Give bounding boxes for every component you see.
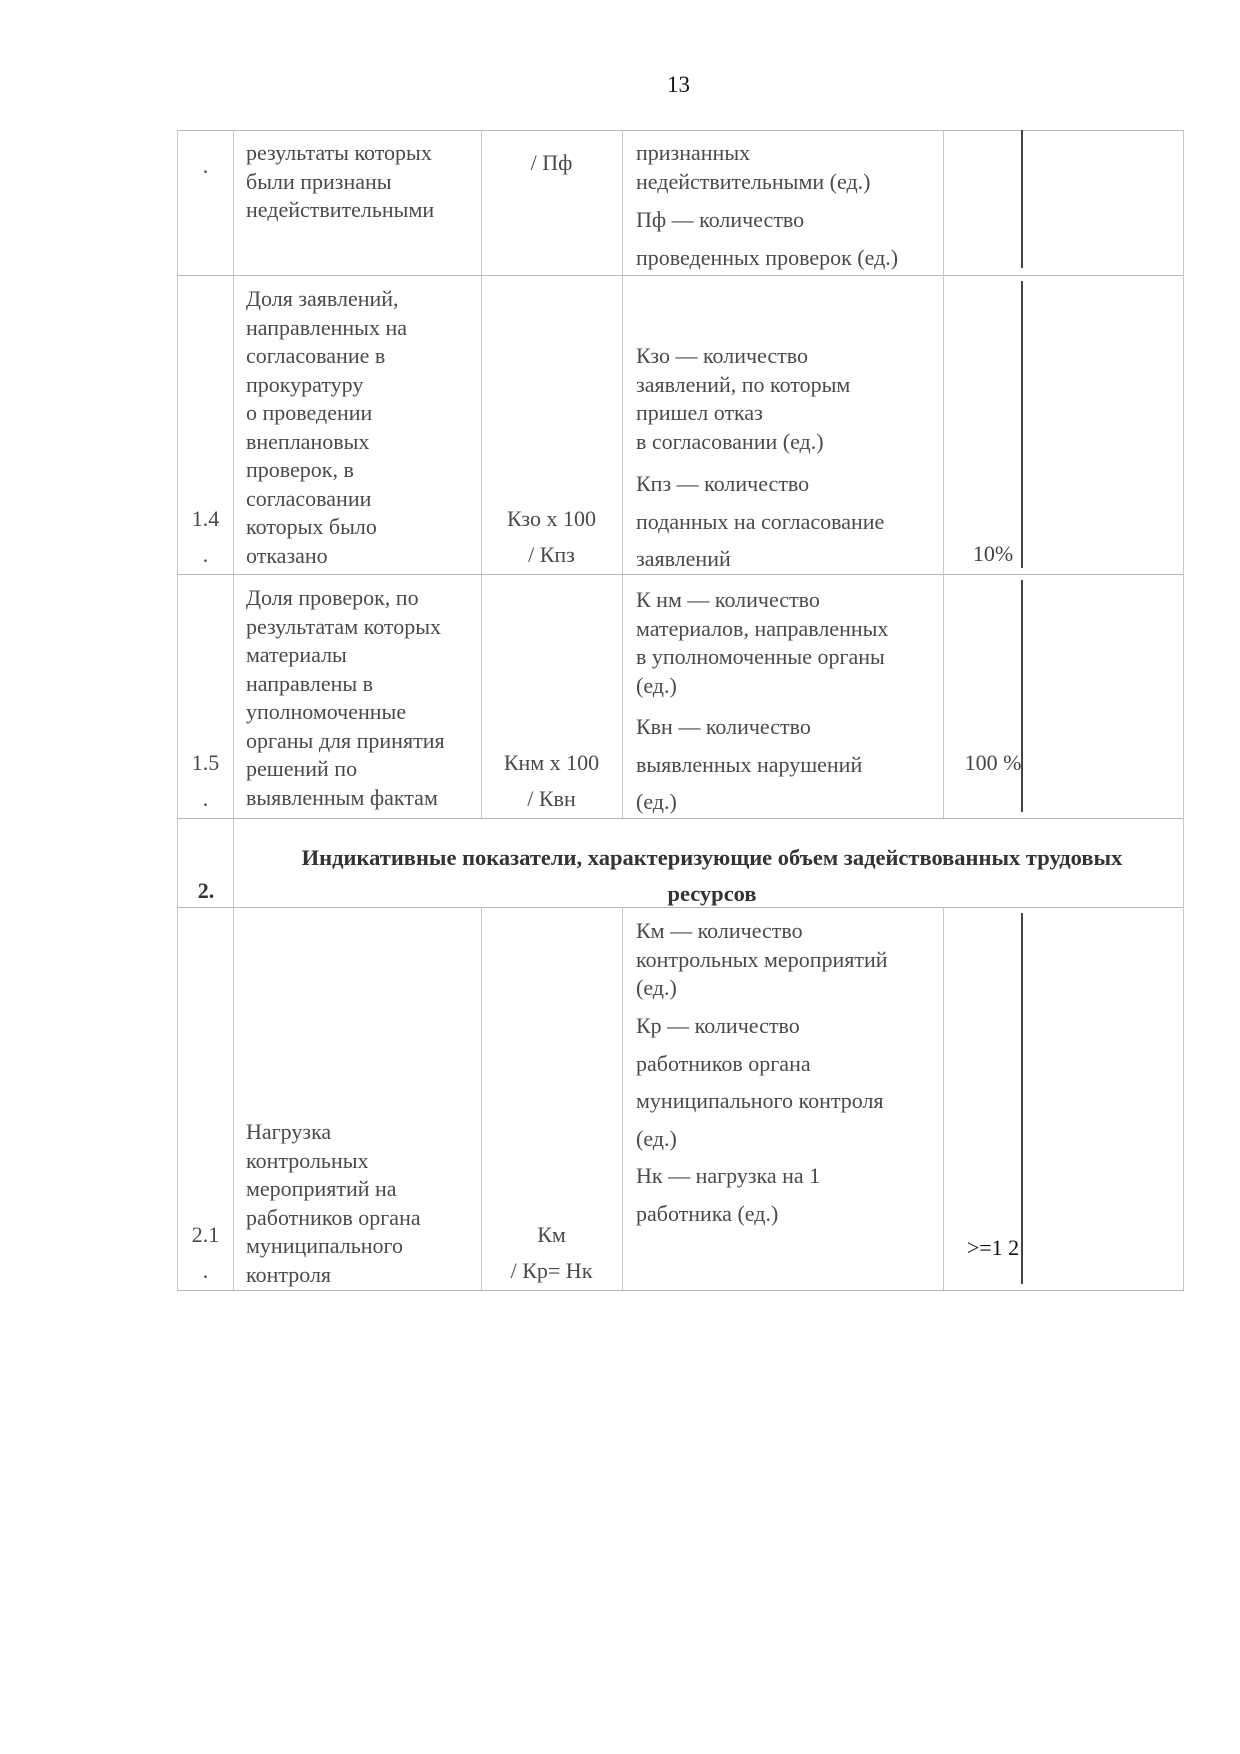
target-value: 100 % <box>964 750 1022 775</box>
formula-description: К нм — количество материалов, направленных в уполномоченные органы (ед.) <box>636 587 889 698</box>
target-value: >=1 2 <box>966 1235 1020 1260</box>
indicator-formula: Км / Кр= Нк <box>510 1222 593 1283</box>
column-divider <box>177 130 178 818</box>
column-divider <box>1183 130 1184 1290</box>
formula-description: Кзо — количество заявлений, по которым пришел отказ в согласовании (ед.) <box>636 343 851 454</box>
section-number: 2. <box>197 878 215 903</box>
section-title: Индикативные показатели, характеризующие объем задействованных трудовых ресурсов <box>301 845 1123 906</box>
formula-description: Кр — количество работников органа муниципального контроля (ед.) Нк — нагрузка на 1 работника (ед.) <box>636 1013 884 1226</box>
table-border <box>177 1290 1184 1291</box>
indicator-formula: Кнм х 100 / Квн <box>503 750 600 811</box>
page-number: 13 <box>667 72 690 97</box>
indicator-formula: Кзо х 100 / Кпз <box>507 506 596 567</box>
target-value: 10% <box>972 541 1014 566</box>
column-divider <box>233 130 234 818</box>
column-divider <box>943 130 944 818</box>
column-divider <box>1021 130 1023 268</box>
column-divider <box>1021 281 1023 568</box>
indicator-name: результаты которых были признаны недействительными <box>246 140 435 222</box>
column-divider <box>622 907 623 1290</box>
formula-description: признанных недействительными (ед.) <box>636 140 871 194</box>
column-divider <box>481 130 482 818</box>
table-border <box>177 130 1184 131</box>
indicator-formula: / Пф <box>530 150 573 175</box>
column-divider <box>622 130 623 818</box>
row-number: 2.1 . <box>191 1222 220 1283</box>
formula-description: Квн — количество выявленных нарушений (ед.) <box>636 714 863 814</box>
formula-description: Км — количество контрольных мероприятий (ед.) <box>636 918 888 1000</box>
formula-description: Пф — количество проведенных проверок (ед.) <box>636 207 899 270</box>
indicator-name: Доля проверок, по результатам которых материалы направлены в уполномоченные органы для принятия решений по выявленным фактам <box>246 585 445 810</box>
row-number: . <box>202 153 209 178</box>
row-number: 1.5 . <box>191 750 220 811</box>
column-divider <box>943 907 944 1290</box>
indicator-name: Нагрузка контрольных мероприятий на работников органа муниципального контроля <box>246 1119 421 1287</box>
row-number: 1.4 . <box>191 506 220 567</box>
formula-description: Кпз — количество поданных на согласование заявлений <box>636 471 885 571</box>
indicator-name: Доля заявлений, направленных на согласование в прокуратуру о проведении внеплановых проверок, в согласовании которых было отказано <box>246 286 407 568</box>
column-divider <box>1021 913 1023 1284</box>
